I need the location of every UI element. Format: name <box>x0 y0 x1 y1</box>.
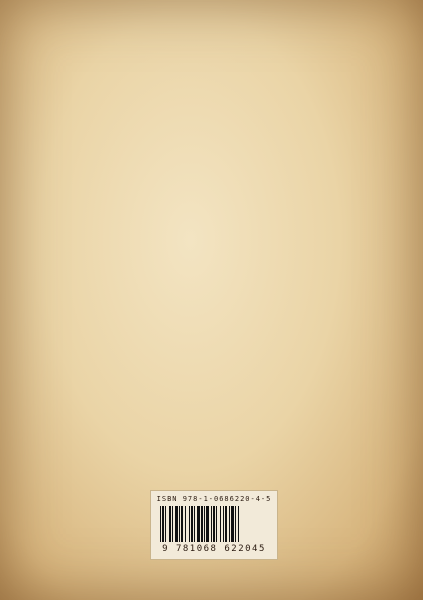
text-line <box>22 331 401 345</box>
text-line <box>22 87 401 101</box>
barcode-bar <box>206 506 209 542</box>
text-line <box>22 388 401 402</box>
excerpt-1-heading <box>22 40 401 55</box>
barcode-bar <box>175 506 178 542</box>
text-line <box>22 431 401 445</box>
barcode-bar <box>225 506 227 542</box>
text-line <box>22 101 401 115</box>
barcode-bar <box>201 506 203 542</box>
text-line <box>22 417 401 431</box>
barcode-bar <box>165 506 166 542</box>
text-line <box>22 359 401 373</box>
text-line <box>22 460 401 474</box>
barcode-bar <box>194 506 195 542</box>
barcode-block <box>150 490 278 560</box>
barcode-bar <box>197 506 200 542</box>
barcode-bar <box>169 506 171 542</box>
barcode-bar <box>229 506 230 542</box>
text-line <box>22 72 401 86</box>
text-line <box>22 403 401 417</box>
text-line <box>22 231 401 245</box>
barcode-bar <box>162 506 164 542</box>
excerpt-1-body <box>22 58 401 303</box>
text-line <box>22 345 401 359</box>
barcode-bar <box>216 506 217 542</box>
text-line <box>22 475 401 489</box>
barcode-bar <box>223 506 224 542</box>
text-line <box>22 130 401 144</box>
barcode-bar <box>231 506 234 542</box>
text-line <box>22 188 401 202</box>
barcode-bar <box>185 506 186 542</box>
barcode-bar <box>191 506 193 542</box>
text-line <box>22 259 401 273</box>
barcode-bar <box>204 506 205 542</box>
barcode-bar <box>213 506 215 542</box>
isbn-label: ISBN 978-1-0686220-4-5 <box>156 495 272 503</box>
text-line <box>22 216 401 230</box>
author-bio-line <box>22 559 401 573</box>
barcode-bar <box>172 506 173 542</box>
text-line <box>22 116 401 130</box>
barcode-bar <box>211 506 212 542</box>
text-line <box>22 374 401 388</box>
text-line <box>22 202 401 216</box>
text-line <box>22 144 401 158</box>
barcode-bar <box>181 506 183 542</box>
barcode-bar <box>179 506 180 542</box>
barcode-bar <box>220 506 221 542</box>
excerpt-2-heading <box>22 313 401 328</box>
barcode-bar <box>160 506 161 542</box>
barcode-bar <box>235 506 236 542</box>
barcode-icon <box>158 506 270 542</box>
barcode-digits: 9 781068 622045 <box>162 544 266 554</box>
barcode-bar <box>238 506 239 542</box>
barcode-bar <box>189 506 190 542</box>
text-line <box>22 58 401 72</box>
text-line <box>22 446 401 460</box>
text-line <box>22 274 401 288</box>
text-line <box>22 245 401 259</box>
excerpt-1 <box>22 40 401 303</box>
text-line <box>22 173 401 187</box>
text-line <box>22 159 401 173</box>
text-line <box>22 288 401 302</box>
